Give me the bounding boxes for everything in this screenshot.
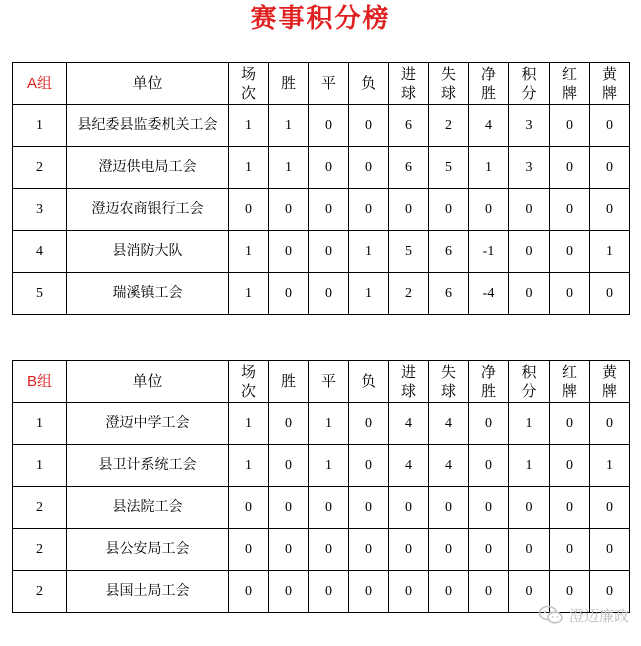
stat-cell: 0 bbox=[509, 571, 550, 613]
table-row bbox=[13, 529, 630, 571]
group-b-body bbox=[13, 403, 630, 613]
rank-cell: 1 bbox=[13, 445, 67, 487]
stat-cell: 0 bbox=[309, 571, 349, 613]
unit-cell: 县公安局工会 bbox=[67, 529, 229, 571]
stat-cell: 1 bbox=[469, 147, 509, 189]
stat-cell: 0 bbox=[309, 273, 349, 315]
stat-cell: 1 bbox=[229, 273, 269, 315]
group-label: A组 bbox=[13, 63, 67, 105]
stat-cell: 0 bbox=[509, 273, 550, 315]
header-row bbox=[13, 63, 630, 105]
wechat-logo-icon bbox=[538, 605, 564, 625]
stat-cell: 4 bbox=[429, 445, 469, 487]
column-header-8: 积 分 bbox=[509, 63, 550, 105]
stat-cell: 0 bbox=[229, 487, 269, 529]
stat-cell: 0 bbox=[349, 403, 389, 445]
column-header-3: 平 bbox=[309, 63, 349, 105]
stat-cell: 0 bbox=[269, 571, 309, 613]
stat-cell: 0 bbox=[349, 105, 389, 147]
stat-cell: 6 bbox=[429, 273, 469, 315]
stat-cell: 6 bbox=[429, 231, 469, 273]
unit-cell: 瑞溪镇工会 bbox=[67, 273, 229, 315]
stat-cell: 1 bbox=[269, 147, 309, 189]
stat-cell: 0 bbox=[389, 189, 429, 231]
stat-cell: 0 bbox=[469, 189, 509, 231]
table-row bbox=[13, 189, 630, 231]
stat-cell: 4 bbox=[469, 105, 509, 147]
stat-cell: 0 bbox=[269, 487, 309, 529]
stat-cell: 0 bbox=[269, 189, 309, 231]
column-header-1: 场 次 bbox=[229, 361, 269, 403]
stat-cell: 0 bbox=[429, 487, 469, 529]
stat-cell: 1 bbox=[509, 445, 550, 487]
rank-cell: 3 bbox=[13, 189, 67, 231]
table-row bbox=[13, 571, 630, 613]
stat-cell: 0 bbox=[509, 529, 550, 571]
stat-cell: 0 bbox=[590, 403, 630, 445]
stat-cell: 0 bbox=[590, 147, 630, 189]
table-row bbox=[13, 487, 630, 529]
stat-cell: 0 bbox=[429, 189, 469, 231]
stat-cell: 5 bbox=[429, 147, 469, 189]
unit-cell: 县纪委县监委机关工会 bbox=[67, 105, 229, 147]
stat-cell: 0 bbox=[550, 189, 590, 231]
stat-cell: 0 bbox=[550, 105, 590, 147]
stat-cell: 0 bbox=[469, 403, 509, 445]
stat-cell: -4 bbox=[469, 273, 509, 315]
column-header-10: 黄 牌 bbox=[590, 63, 630, 105]
stat-cell: 0 bbox=[349, 571, 389, 613]
column-header-2: 胜 bbox=[269, 63, 309, 105]
stat-cell: 1 bbox=[229, 231, 269, 273]
stat-cell: 0 bbox=[269, 273, 309, 315]
header-row bbox=[13, 361, 630, 403]
page-title: 赛事积分榜 bbox=[250, 4, 391, 34]
table-row bbox=[13, 105, 630, 147]
stat-cell: 0 bbox=[469, 571, 509, 613]
rank-cell: 1 bbox=[13, 403, 67, 445]
stat-cell: 0 bbox=[429, 571, 469, 613]
stat-cell: 0 bbox=[469, 529, 509, 571]
rank-cell: 2 bbox=[13, 487, 67, 529]
stat-cell: 0 bbox=[509, 231, 550, 273]
stat-cell: 6 bbox=[389, 147, 429, 189]
stat-cell: 0 bbox=[269, 529, 309, 571]
group-a-table bbox=[12, 62, 630, 315]
stat-cell: 1 bbox=[229, 403, 269, 445]
rank-cell: 5 bbox=[13, 273, 67, 315]
stat-cell: 1 bbox=[309, 445, 349, 487]
rank-cell: 4 bbox=[13, 231, 67, 273]
stat-cell: 0 bbox=[590, 273, 630, 315]
stat-cell: 1 bbox=[590, 231, 630, 273]
stat-cell: 0 bbox=[550, 273, 590, 315]
column-header-unit: 单位 bbox=[67, 63, 229, 105]
group-b-table bbox=[12, 360, 630, 613]
stat-cell: 2 bbox=[389, 273, 429, 315]
stat-cell: 0 bbox=[269, 445, 309, 487]
stat-cell: 2 bbox=[429, 105, 469, 147]
column-header-6: 失 球 bbox=[429, 63, 469, 105]
column-header-unit: 单位 bbox=[67, 361, 229, 403]
table-row bbox=[13, 445, 630, 487]
column-header-1: 场 次 bbox=[229, 63, 269, 105]
column-header-9: 红 牌 bbox=[550, 63, 590, 105]
stat-cell: 5 bbox=[389, 231, 429, 273]
stat-cell: 0 bbox=[550, 403, 590, 445]
stat-cell: 3 bbox=[509, 147, 550, 189]
unit-cell: 县卫计系统工会 bbox=[67, 445, 229, 487]
stat-cell: 0 bbox=[389, 571, 429, 613]
stat-cell: 0 bbox=[309, 529, 349, 571]
stat-cell: 0 bbox=[550, 487, 590, 529]
stat-cell: 1 bbox=[229, 147, 269, 189]
stat-cell: 0 bbox=[349, 147, 389, 189]
stat-cell: 0 bbox=[550, 231, 590, 273]
column-header-3: 平 bbox=[309, 361, 349, 403]
stat-cell: 0 bbox=[590, 105, 630, 147]
stat-cell: 0 bbox=[269, 231, 309, 273]
stat-cell: 1 bbox=[269, 105, 309, 147]
stat-cell: 0 bbox=[309, 231, 349, 273]
stat-cell: 0 bbox=[590, 487, 630, 529]
stat-cell: 4 bbox=[389, 445, 429, 487]
stat-cell: 0 bbox=[509, 487, 550, 529]
watermark bbox=[538, 604, 629, 626]
table-row bbox=[13, 147, 630, 189]
stat-cell: 0 bbox=[389, 529, 429, 571]
stat-cell: 0 bbox=[550, 529, 590, 571]
stat-cell: 0 bbox=[349, 189, 389, 231]
stat-cell: 0 bbox=[469, 445, 509, 487]
rank-cell: 2 bbox=[13, 571, 67, 613]
column-header-5: 进 球 bbox=[389, 63, 429, 105]
group-label: B组 bbox=[13, 361, 67, 403]
rank-cell: 2 bbox=[13, 529, 67, 571]
stat-cell: 0 bbox=[590, 529, 630, 571]
stat-cell: 0 bbox=[550, 445, 590, 487]
stat-cell: 0 bbox=[309, 105, 349, 147]
stat-cell: 4 bbox=[429, 403, 469, 445]
table-row bbox=[13, 273, 630, 315]
column-header-8: 积 分 bbox=[509, 361, 550, 403]
unit-cell: 县消防大队 bbox=[67, 231, 229, 273]
stat-cell: 0 bbox=[469, 487, 509, 529]
stat-cell: 1 bbox=[509, 403, 550, 445]
column-header-4: 负 bbox=[349, 361, 389, 403]
stat-cell: 1 bbox=[590, 445, 630, 487]
table-row bbox=[13, 403, 630, 445]
unit-cell: 县国土局工会 bbox=[67, 571, 229, 613]
stat-cell: 0 bbox=[389, 487, 429, 529]
stat-cell: 0 bbox=[349, 445, 389, 487]
column-header-4: 负 bbox=[349, 63, 389, 105]
stat-cell: 0 bbox=[309, 189, 349, 231]
stat-cell: 1 bbox=[349, 231, 389, 273]
stat-cell: 0 bbox=[550, 571, 590, 613]
stat-cell: 1 bbox=[229, 105, 269, 147]
table-row bbox=[13, 231, 630, 273]
stat-cell: 0 bbox=[509, 189, 550, 231]
stat-cell: 0 bbox=[550, 147, 590, 189]
column-header-7: 净 胜 bbox=[469, 361, 509, 403]
column-header-9: 红 牌 bbox=[550, 361, 590, 403]
stat-cell: 0 bbox=[309, 147, 349, 189]
stat-cell: 0 bbox=[349, 529, 389, 571]
column-header-6: 失 球 bbox=[429, 361, 469, 403]
column-header-7: 净 胜 bbox=[469, 63, 509, 105]
stat-cell: 1 bbox=[229, 445, 269, 487]
stat-cell: 0 bbox=[229, 529, 269, 571]
column-header-5: 进 球 bbox=[389, 361, 429, 403]
stat-cell: 0 bbox=[229, 189, 269, 231]
stat-cell: 0 bbox=[590, 189, 630, 231]
stat-cell: 4 bbox=[389, 403, 429, 445]
group-a-body bbox=[13, 105, 630, 315]
stat-cell: 3 bbox=[509, 105, 550, 147]
rank-cell: 2 bbox=[13, 147, 67, 189]
unit-cell: 澄迈供电局工会 bbox=[67, 147, 229, 189]
stat-cell: 0 bbox=[229, 571, 269, 613]
column-header-10: 黄 牌 bbox=[590, 361, 630, 403]
stat-cell: 0 bbox=[269, 403, 309, 445]
unit-cell: 澄迈中学工会 bbox=[67, 403, 229, 445]
stat-cell: 1 bbox=[309, 403, 349, 445]
stat-cell: 0 bbox=[309, 487, 349, 529]
stat-cell: 0 bbox=[429, 529, 469, 571]
stat-cell: 6 bbox=[389, 105, 429, 147]
stat-cell: 1 bbox=[349, 273, 389, 315]
stat-cell: -1 bbox=[469, 231, 509, 273]
watermark-text: 澄迈廉政 bbox=[568, 606, 629, 625]
column-header-2: 胜 bbox=[269, 361, 309, 403]
unit-cell: 县法院工会 bbox=[67, 487, 229, 529]
stat-cell: 0 bbox=[349, 487, 389, 529]
stat-cell: 0 bbox=[590, 571, 630, 613]
unit-cell: 澄迈农商银行工会 bbox=[67, 189, 229, 231]
rank-cell: 1 bbox=[13, 105, 67, 147]
